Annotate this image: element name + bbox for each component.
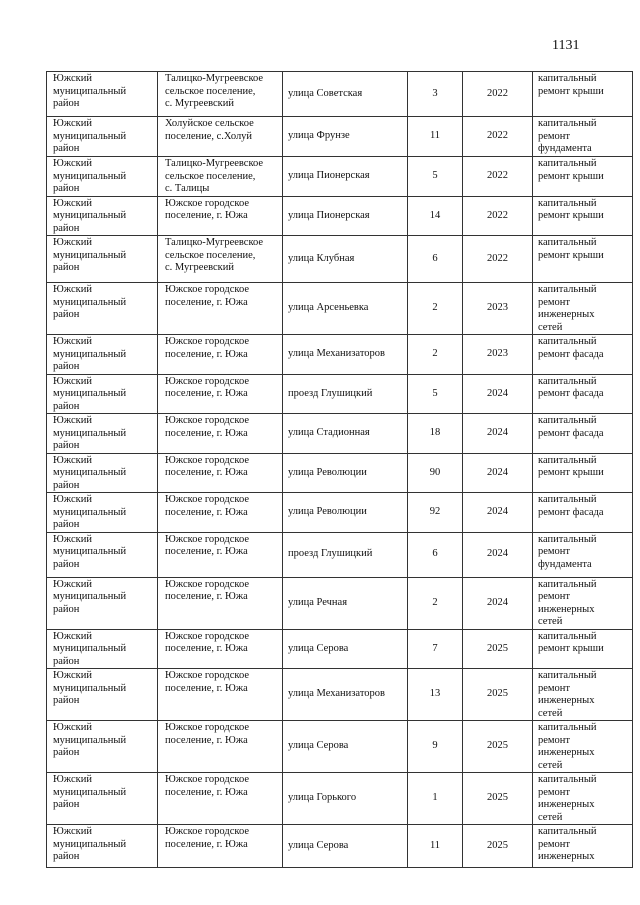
district-cell: Южский муниципальный район (47, 773, 158, 825)
work-type-cell: капитальный ремонт фасада (533, 414, 633, 454)
settlement-cell: Южское городское поселение, г. Южа (158, 577, 283, 629)
street-cell: улица Арсеньевка (283, 283, 408, 335)
work-type-cell: капитальный ремонт инженерных (533, 825, 633, 868)
district-cell: Южский муниципальный район (47, 117, 158, 157)
district-cell: Южский муниципальный район (47, 825, 158, 868)
street-cell: улица Фрунзе (283, 117, 408, 157)
district-cell: Южский муниципальный район (47, 196, 158, 236)
district-cell: Южский муниципальный район (47, 335, 158, 375)
settlement-cell: Южское городское поселение, г. Южа (158, 721, 283, 773)
house-number-cell: 11 (408, 825, 463, 868)
district-cell: Южский муниципальный район (47, 721, 158, 773)
settlement-cell: Талицко-Мугреевское сельское поселение, с. Мугреевский (158, 236, 283, 283)
table-row (47, 72, 633, 117)
district-cell: Южский муниципальный район (47, 669, 158, 721)
table-row (47, 493, 633, 533)
district-cell: Южский муниципальный район (47, 414, 158, 454)
house-number-cell: 2 (408, 283, 463, 335)
street-cell: проезд Глушицкий (283, 374, 408, 414)
street-cell: проезд Глушицкий (283, 532, 408, 577)
year-cell: 2024 (463, 414, 533, 454)
house-number-cell: 9 (408, 721, 463, 773)
table-row (47, 825, 633, 868)
district-cell: Южский муниципальный район (47, 236, 158, 283)
work-type-cell: капитальный ремонт крыши (533, 196, 633, 236)
year-cell: 2024 (463, 577, 533, 629)
table-row (47, 335, 633, 375)
house-number-cell: 5 (408, 374, 463, 414)
year-cell: 2023 (463, 283, 533, 335)
settlement-cell: Южское городское поселение, г. Южа (158, 493, 283, 533)
street-cell: улица Революции (283, 453, 408, 493)
house-number-cell: 2 (408, 577, 463, 629)
table-row (47, 669, 633, 721)
house-number-cell: 14 (408, 196, 463, 236)
district-cell: Южский муниципальный район (47, 283, 158, 335)
work-type-cell: капитальный ремонт крыши (533, 453, 633, 493)
work-type-cell: капитальный ремонт фасада (533, 335, 633, 375)
settlement-cell: Южское городское поселение, г. Южа (158, 629, 283, 669)
street-cell: улица Пионерская (283, 196, 408, 236)
house-number-cell: 2 (408, 335, 463, 375)
work-type-cell: капитальный ремонт инженерных сетей (533, 577, 633, 629)
table-row (47, 236, 633, 283)
work-type-cell: капитальный ремонт инженерных сетей (533, 773, 633, 825)
settlement-cell: Южское городское поселение, г. Южа (158, 773, 283, 825)
settlement-cell: Южское городское поселение, г. Южа (158, 453, 283, 493)
settlement-cell: Талицко-Мугреевское сельское поселение, с. Талицы (158, 157, 283, 197)
work-type-cell: капитальный ремонт крыши (533, 157, 633, 197)
table-row (47, 721, 633, 773)
table-row (47, 196, 633, 236)
table-row (47, 629, 633, 669)
housing-repair-table (46, 71, 633, 868)
year-cell: 2024 (463, 493, 533, 533)
house-number-cell: 3 (408, 72, 463, 117)
year-cell: 2025 (463, 669, 533, 721)
house-number-cell: 18 (408, 414, 463, 454)
settlement-cell: Южское городское поселение, г. Южа (158, 196, 283, 236)
settlement-cell: Южское городское поселение, г. Южа (158, 532, 283, 577)
work-type-cell: капитальный ремонт инженерных сетей (533, 721, 633, 773)
year-cell: 2025 (463, 629, 533, 669)
year-cell: 2022 (463, 72, 533, 117)
district-cell: Южский муниципальный район (47, 374, 158, 414)
street-cell: улица Советская (283, 72, 408, 117)
street-cell: улица Клубная (283, 236, 408, 283)
work-type-cell: капитальный ремонт крыши (533, 629, 633, 669)
year-cell: 2025 (463, 773, 533, 825)
street-cell: улица Революции (283, 493, 408, 533)
work-type-cell: капитальный ремонт фасада (533, 374, 633, 414)
street-cell: улица Горького (283, 773, 408, 825)
district-cell: Южский муниципальный район (47, 72, 158, 117)
table-row (47, 577, 633, 629)
settlement-cell: Талицко-Мугреевское сельское поселение, с. Мугреевский (158, 72, 283, 117)
table-body (47, 72, 633, 868)
street-cell: улица Механизаторов (283, 335, 408, 375)
table-row (47, 117, 633, 157)
work-type-cell: капитальный ремонт инженерных сетей (533, 283, 633, 335)
settlement-cell: Южское городское поселение, г. Южа (158, 374, 283, 414)
settlement-cell: Холуйское сельское поселение, с.Холуй (158, 117, 283, 157)
table-row (47, 414, 633, 454)
table-row (47, 283, 633, 335)
work-type-cell: капитальный ремонт фасада (533, 493, 633, 533)
district-cell: Южский муниципальный район (47, 453, 158, 493)
table-row (47, 157, 633, 197)
table-row (47, 532, 633, 577)
year-cell: 2024 (463, 453, 533, 493)
house-number-cell: 6 (408, 532, 463, 577)
year-cell: 2024 (463, 374, 533, 414)
year-cell: 2025 (463, 721, 533, 773)
table-row (47, 374, 633, 414)
house-number-cell: 11 (408, 117, 463, 157)
house-number-cell: 5 (408, 157, 463, 197)
work-type-cell: капитальный ремонт крыши (533, 236, 633, 283)
year-cell: 2025 (463, 825, 533, 868)
table-row (47, 773, 633, 825)
work-type-cell: капитальный ремонт инженерных сетей (533, 669, 633, 721)
street-cell: улица Пионерская (283, 157, 408, 197)
district-cell: Южский муниципальный район (47, 157, 158, 197)
street-cell: улица Серова (283, 721, 408, 773)
house-number-cell: 92 (408, 493, 463, 533)
work-type-cell: капитальный ремонт крыши (533, 72, 633, 117)
settlement-cell: Южское городское поселение, г. Южа (158, 283, 283, 335)
year-cell: 2022 (463, 236, 533, 283)
house-number-cell: 90 (408, 453, 463, 493)
year-cell: 2023 (463, 335, 533, 375)
district-cell: Южский муниципальный район (47, 629, 158, 669)
district-cell: Южский муниципальный район (47, 532, 158, 577)
settlement-cell: Южское городское поселение, г. Южа (158, 825, 283, 868)
year-cell: 2022 (463, 196, 533, 236)
house-number-cell: 7 (408, 629, 463, 669)
house-number-cell: 1 (408, 773, 463, 825)
settlement-cell: Южское городское поселение, г. Южа (158, 414, 283, 454)
year-cell: 2022 (463, 157, 533, 197)
year-cell: 2022 (463, 117, 533, 157)
work-type-cell: капитальный ремонт фундамента (533, 532, 633, 577)
settlement-cell: Южское городское поселение, г. Южа (158, 335, 283, 375)
street-cell: улица Серова (283, 825, 408, 868)
page-number: 1131 (552, 38, 580, 53)
district-cell: Южский муниципальный район (47, 577, 158, 629)
settlement-cell: Южское городское поселение, г. Южа (158, 669, 283, 721)
street-cell: улица Серова (283, 629, 408, 669)
street-cell: улица Речная (283, 577, 408, 629)
street-cell: улица Механизаторов (283, 669, 408, 721)
house-number-cell: 6 (408, 236, 463, 283)
year-cell: 2024 (463, 532, 533, 577)
street-cell: улица Стадионная (283, 414, 408, 454)
work-type-cell: капитальный ремонт фундамента (533, 117, 633, 157)
district-cell: Южский муниципальный район (47, 493, 158, 533)
house-number-cell: 13 (408, 669, 463, 721)
table-row (47, 453, 633, 493)
